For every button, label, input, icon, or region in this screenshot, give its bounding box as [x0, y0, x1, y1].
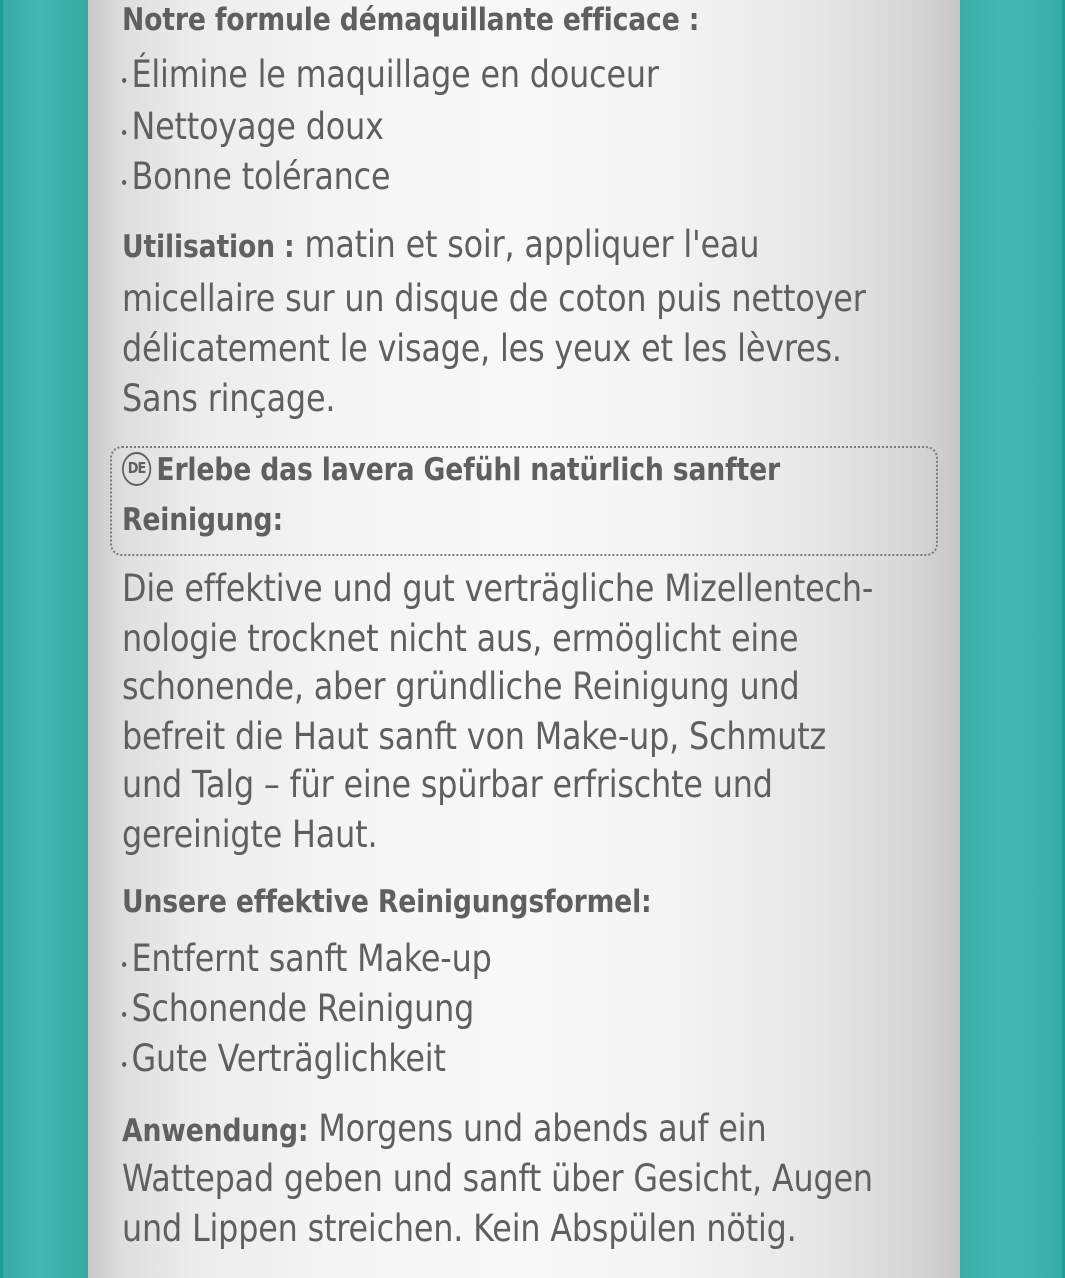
german-description-line-5: und Talg – für eine spürbar erfrischte und — [122, 763, 773, 806]
german-formula-heading: Unsere effektive Reinigungsformel: — [122, 884, 652, 920]
bullet-icon — [122, 180, 126, 185]
german-usage-line-3: und Lippen streichen. Kein Abspülen nötig. — [122, 1207, 797, 1250]
bullet-icon — [122, 1062, 126, 1067]
french-usage-label: Utilisation : — [122, 229, 295, 265]
french-formula-heading: Notre formule démaquillante efficace : — [122, 2, 700, 38]
german-benefit-2: Schonende Reinigung — [122, 990, 474, 1027]
language-badge-de-icon: DE — [122, 452, 151, 486]
french-usage-line-4: Sans rinçage. — [122, 377, 336, 420]
german-description-line-4: befreit die Haut sanft von Make-up, Schmutz — [122, 715, 827, 758]
german-usage-line-1: Anwendung: Morgens und abends auf ein — [122, 1107, 767, 1150]
french-usage-line-2: micellaire sur un disque de coton puis nettoyer — [122, 277, 866, 320]
french-usage-line-3: délicatement le visage, les yeux et les lèvres. — [122, 327, 842, 370]
teal-border-right — [960, 0, 1065, 1278]
bullet-icon — [122, 78, 126, 83]
french-benefit-2: Nettoyage doux — [122, 108, 384, 145]
bullet-icon — [122, 962, 126, 967]
german-intro-heading-line-2: Reinigung: — [122, 502, 283, 538]
french-usage-line-1: Utilisation : matin et soir, appliquer l'eau — [122, 223, 760, 266]
bullet-icon — [122, 1012, 126, 1017]
german-usage-label: Anwendung: — [122, 1113, 309, 1149]
german-description-line-3: schonende, aber gründliche Reinigung und — [122, 665, 800, 708]
german-benefit-3: Gute Verträglichkeit — [122, 1040, 446, 1077]
french-benefit-1: Élimine le maquillage en douceur — [122, 56, 659, 93]
german-description-line-2: nologie trocknet nicht aus, ermöglicht eine — [122, 617, 799, 660]
german-intro-heading-line-1: DE Erlebe das lavera Gefühl natürlich sanfter — [122, 452, 780, 489]
german-description-line-6: gereinigte Haut. — [122, 813, 378, 856]
german-usage-line-2: Wattepad geben und sanft über Gesicht, Augen — [122, 1157, 873, 1200]
french-benefit-3: Bonne tolérance — [122, 158, 390, 195]
bullet-icon — [122, 130, 126, 135]
german-benefit-1: Entfernt sanft Make-up — [122, 940, 492, 977]
german-description-line-1: Die effektive und gut verträgliche Mizellentech- — [122, 567, 874, 610]
teal-border-left — [0, 0, 88, 1278]
